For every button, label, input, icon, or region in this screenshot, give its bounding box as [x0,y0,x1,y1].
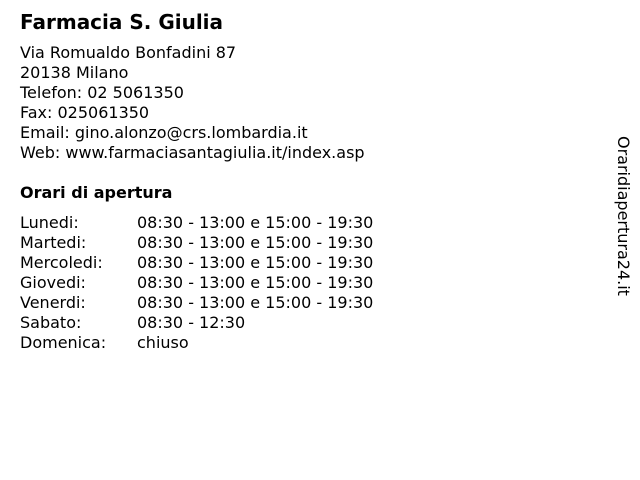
hours-row-monday [20,213,373,233]
day-label: Domenica: [20,333,107,352]
hours-heading: Orari di apertura [20,183,173,202]
address-line: Via Romualdo Bonfadini 87 [20,43,237,62]
day-label: Lunedi: [20,213,79,232]
site-watermark: Oraridiapertura24.it [614,136,633,296]
city-line: 20138 Milano [20,63,129,82]
time-value: 08:30 - 13:00 e 15:00 - 19:30 [137,293,374,312]
day-label: Giovedi: [20,273,86,292]
hours-row-thursday [20,273,373,293]
day-label: Martedi: [20,233,87,252]
time-value: chiuso [137,333,189,352]
hours-row-saturday [20,313,373,333]
hours-row-tuesday [20,233,373,253]
time-value: 08:30 - 12:30 [137,313,246,332]
email-line: Email: gino.alonzo@crs.lombardia.it [20,123,308,142]
day-label: Mercoledi: [20,253,103,272]
time-value: 08:30 - 13:00 e 15:00 - 19:30 [137,253,374,272]
hours-row-friday [20,293,373,313]
hours-row-wednesday [20,253,373,273]
day-label: Venerdi: [20,293,86,312]
phone-line: Telefon: 02 5061350 [20,83,184,102]
day-label: Sabato: [20,313,82,332]
hours-row-sunday [20,333,373,353]
opening-hours-table [20,213,373,353]
time-value: 08:30 - 13:00 e 15:00 - 19:30 [137,233,374,252]
time-value: 08:30 - 13:00 e 15:00 - 19:30 [137,273,374,292]
contact-info [20,43,365,163]
time-value: 08:30 - 13:00 e 15:00 - 19:30 [137,213,374,232]
fax-line: Fax: 025061350 [20,103,150,122]
pharmacy-name: Farmacia S. Giulia [20,10,224,34]
web-line: Web: www.farmaciasantagiulia.it/index.asp [20,143,365,162]
